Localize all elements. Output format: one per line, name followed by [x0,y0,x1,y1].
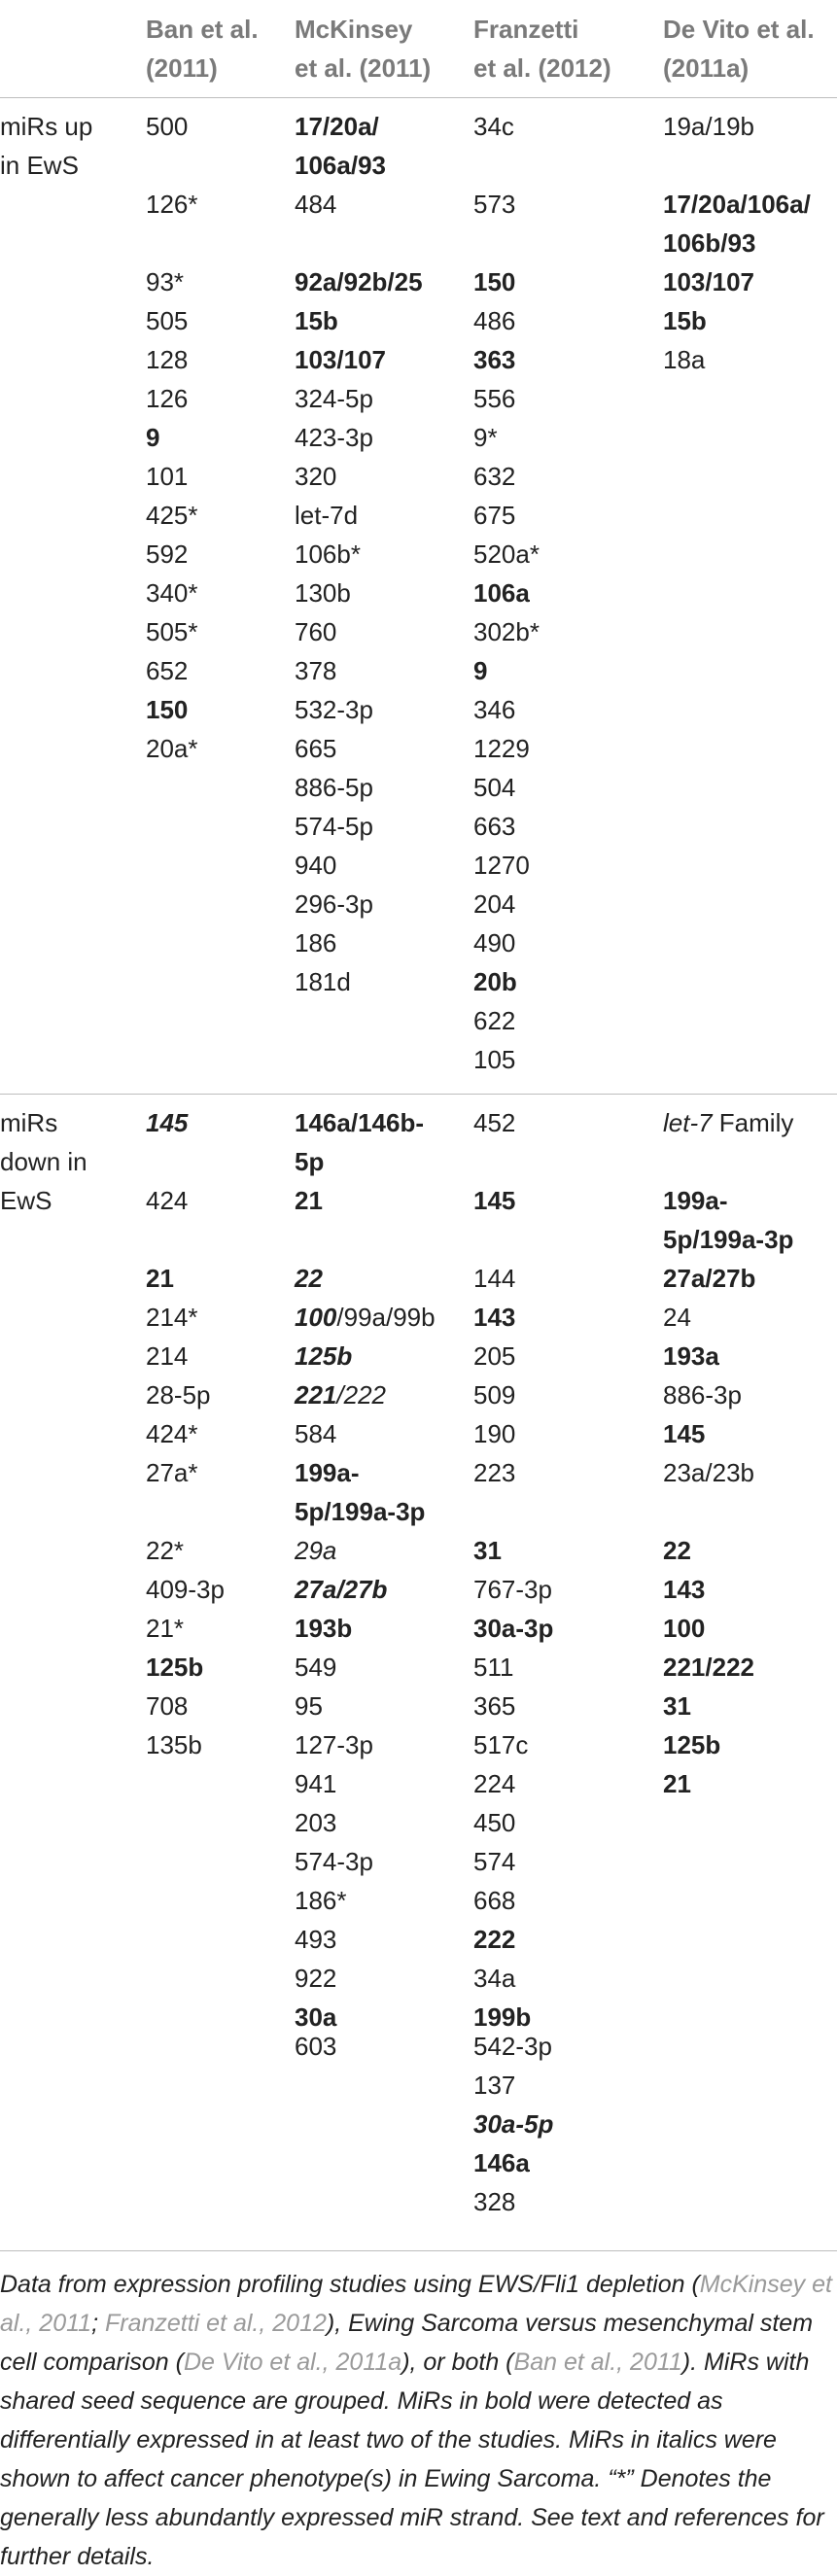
table-cell: let-7 Family [663,1108,794,1137]
table-cell: 93* [146,267,185,296]
table-cell: 922 [295,1964,337,1993]
table-cell: 105 [473,1045,516,1074]
table-cell: 101 [146,462,189,491]
table-cell: 223 [473,1458,516,1487]
table-cell: 549 [295,1653,337,1682]
table-cell: 224 [473,1769,516,1798]
table-cell: 324-5p [295,384,373,413]
table-cell: 17/20a/ [295,112,379,141]
table-cell: 423-3p [295,423,373,452]
table-cell: 144 [473,1264,516,1293]
table-cell: 632 [473,462,516,491]
table-cell: 424* [146,1419,198,1448]
table-cell: 27a/27b [663,1264,756,1293]
table-cell: 199b [473,2002,532,2032]
table-cell: 663 [473,812,516,841]
table-cell: 92a/92b/25 [295,267,423,296]
table-cell: 103/107 [295,345,386,374]
table-cell: 490 [473,928,516,957]
table-cell: 21* [146,1614,185,1643]
table-cell: 940 [295,851,337,880]
table-cell: 100 [663,1614,706,1643]
table-cell: 425* [146,501,198,530]
table-cell: 20b [473,967,517,996]
table-cell: 222 [473,1925,516,1954]
table-cell: 106a [473,578,530,608]
section-label-down: miRs down in EwS [0,1108,87,1215]
table-cell: 296-3p [295,889,373,919]
table-cell: 150 [473,267,516,296]
table-cell: 340* [146,578,198,608]
table-cell: 214* [146,1303,198,1332]
table-cell: 15b [663,306,707,335]
table-cell: 542-3p [473,2032,552,2061]
table-cell: let-7d [295,501,359,530]
table-cell: 126* [146,190,198,219]
table-cell: 23a/23b [663,1458,754,1487]
table-cell: 31 [473,1536,502,1565]
table-cell: 106a/93 [295,151,386,180]
table-cell: 34c [473,112,514,141]
footer-rule [0,2250,837,2251]
table-cell: 145 [473,1186,516,1215]
table-cell: 186 [295,928,337,957]
table-cell: 9 [473,656,488,685]
reference-link[interactable]: Franzetti et al., 2012 [104,2310,327,2337]
table-cell: 941 [295,1769,337,1798]
table-cell: 27a* [146,1458,198,1487]
table-cell: 221/222 [663,1653,754,1682]
table-cell: 1270 [473,851,530,880]
table-cell: 190 [473,1419,516,1448]
table-cell: 95 [295,1691,323,1721]
table-cell: 22* [146,1536,185,1565]
table-cell: 30a-5p [473,2109,554,2139]
table-cell: 760 [295,617,337,646]
table-cell: 346 [473,695,516,724]
table-cell: 145 [663,1419,706,1448]
section-label-up: miRs up in EwS [0,112,93,180]
table-cell: 125b [295,1341,353,1371]
reference-link[interactable]: Ban et al., 2011 [513,2349,682,2376]
table-cell: 127-3p [295,1730,373,1759]
table-cell: 573 [473,190,516,219]
table-cell: 143 [473,1303,516,1332]
table-cell: 675 [473,501,516,530]
table-cell: 22 [663,1536,691,1565]
section-rule [0,1094,837,1095]
table-cell: 505* [146,617,198,646]
table-cell: 302b* [473,617,540,646]
header-devito: De Vito et al. (2011a) [663,15,815,83]
table-cell: 21 [146,1264,174,1293]
table-cell: 652 [146,656,189,685]
header-franzetti: Franzetti et al. (2012) [473,15,611,83]
table-cell: 520a* [473,540,540,569]
header-mckinsey: McKinsey et al. (2011) [295,15,432,83]
table-cell: 193a [663,1341,719,1371]
table-cell: 146a/146b- [295,1108,424,1137]
table-cell: 424 [146,1186,189,1215]
table-cell: 146a [473,2148,530,2177]
table-cell: 378 [295,656,337,685]
table-cell: 199a- [663,1186,728,1215]
table-cell: 31 [663,1691,691,1721]
table-cell: 574 [473,1847,516,1876]
table-cell: 603 [295,2032,337,2061]
table-header [0,0,837,97]
table-cell: 17/20a/106a/ [663,190,811,219]
table-cell: 214 [146,1341,189,1371]
table-cell: 532-3p [295,695,373,724]
table-cell: 34a [473,1964,516,1993]
table-cell: 592 [146,540,189,569]
table-cell: 556 [473,384,516,413]
table-cell: 500 [146,112,189,141]
table-cell: 150 [146,695,189,724]
table-cell: 205 [473,1341,516,1371]
table-cell: 204 [473,889,516,919]
table-cell: 143 [663,1575,706,1604]
table-cell: 18a [663,345,706,374]
table-cell: 622 [473,1006,516,1035]
table-cell: 886-3p [663,1380,742,1410]
table-cell: 100/99a/99b [295,1303,436,1332]
table-cell: 584 [295,1419,337,1448]
table-cell: 28-5p [146,1380,211,1410]
table-cell: 30a [295,2002,337,2032]
table-cell: 145 [146,1108,189,1137]
table-cell: 505 [146,306,189,335]
table-cell: 9* [473,423,498,452]
table-cell: 15b [295,306,338,335]
table-cell: 130b [295,578,351,608]
table-caption: Data from expression profiling studies using EWS/Fli1 depletion (McKinsey et al., 2011; Franzetti et al., 2012), Ewing Sarcoma versus mesenchymal stem cell comparison (De Vito et al., 2011a), or both (Ban et al., 2011). MiRs with shared seed sequence are grouped. MiRs in bold were detected as differentially expressed in at least two of the studies. MiRs in italics were shown to affect cancer phenotype(s) in Ewing Sarcoma. “*” Denotes the generally less abundantly expressed miR strand. See text and references for further details. [0,2271,832,2570]
table-cell: 203 [295,1808,337,1837]
table-cell: 574-3p [295,1847,373,1876]
table-cell: 21 [295,1186,323,1215]
table-cell: 193b [295,1614,353,1643]
table-cell: 574-5p [295,812,373,841]
reference-link[interactable]: De Vito et al., 2011a [183,2349,402,2376]
table-cell: 9 [146,423,160,452]
table-cell: 5p/199a-3p [663,1225,794,1254]
table-cell: 450 [473,1808,516,1837]
table-cell: 767-3p [473,1575,552,1604]
table-cell: 19a/19b [663,112,754,141]
table-cell: 320 [295,462,337,491]
table-cell: 452 [473,1108,516,1137]
table-cell: 186* [295,1886,347,1915]
table-cell: 22 [295,1264,323,1293]
table-cell: 409-3p [146,1575,225,1604]
table-cell: 363 [473,345,516,374]
table-cell: 181d [295,967,351,996]
table-cell: 126 [146,384,189,413]
table-cell: 511 [473,1653,514,1682]
table-cell: 20a* [146,734,198,763]
table-cell: 103/107 [663,267,754,296]
table-cell: 21 [663,1769,691,1798]
header-rule [0,97,837,98]
table-cell: 328 [473,2187,516,2216]
table-cell: 125b [146,1653,204,1682]
table-cell: 486 [473,306,516,335]
reference-link[interactable]: McKinsey et al., 2011 [0,2271,832,2337]
table-cell: 708 [146,1691,189,1721]
header-ban: Ban et al. (2011) [146,15,259,83]
table-cell: 668 [473,1886,516,1915]
table-cell: 24 [663,1303,691,1332]
table-cell: 886-5p [295,773,373,802]
table-cell: 30a-3p [473,1614,554,1643]
table-cell: 106b* [295,540,361,569]
table-cell: 128 [146,345,189,374]
table-cell: 665 [295,734,337,763]
table-cell: 221/222 [295,1380,386,1410]
table-cell: 137 [473,2071,516,2100]
table-cell: 517c [473,1730,529,1759]
table-cell: 135b [146,1730,202,1759]
table-cell: 5p/199a-3p [295,1497,426,1526]
table-cell: 5p [295,1147,325,1176]
table-cell: 493 [295,1925,337,1954]
table-cell: 509 [473,1380,516,1410]
table-cell: 504 [473,773,516,802]
table-cell: 106b/93 [663,228,756,258]
table-cell: 199a- [295,1458,360,1487]
table-cell: 484 [295,190,337,219]
table-cell: 365 [473,1691,516,1721]
table-cell: 29a [295,1536,337,1565]
table-cell: 27a/27b [295,1575,388,1604]
table-cell: 1229 [473,734,530,763]
table-cell: 125b [663,1730,721,1759]
